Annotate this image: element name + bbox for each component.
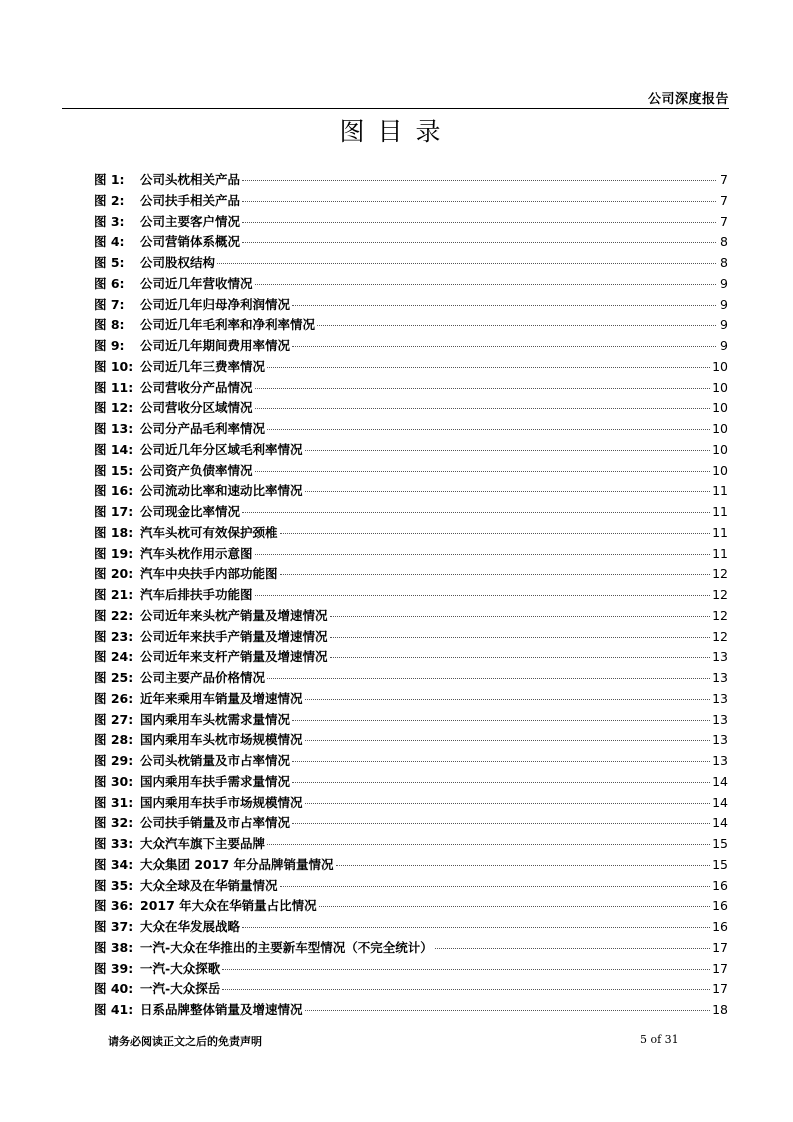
figure-number: 图 11:: [94, 379, 134, 395]
page-number: 7: [720, 213, 728, 229]
toc-entry-label: [94, 834, 265, 855]
dot-leader: [330, 615, 711, 617]
toc-entry[interactable]: [94, 253, 728, 274]
dot-leader: [305, 449, 711, 451]
toc-entry-label: [94, 170, 240, 191]
toc-entry[interactable]: [94, 398, 728, 419]
dot-leader: [305, 802, 711, 804]
dot-leader: [292, 345, 716, 347]
toc-entry-label: [94, 564, 278, 585]
toc-entry[interactable]: [94, 606, 728, 627]
toc-entry[interactable]: [94, 378, 728, 399]
figure-number: 图 24:: [94, 649, 134, 665]
toc-entry[interactable]: [94, 979, 728, 1000]
figure-title: 大众汽车旗下主要品牌: [140, 836, 266, 851]
page-number: 16: [712, 898, 728, 914]
page-number: 14: [712, 773, 728, 789]
page-number: 12: [712, 587, 728, 602]
dot-leader: [255, 283, 716, 285]
figure-title: 大众集团 2017 年分品牌销量情况: [140, 856, 334, 872]
figure-title: 公司近年来支杆产销量及增速情况: [140, 649, 328, 665]
figure-title: 汽车后排扶手功能图: [140, 587, 253, 602]
dot-leader: [267, 366, 710, 368]
header-divider: [62, 108, 729, 109]
toc-entry[interactable]: [94, 689, 728, 710]
toc-entry-label: [94, 730, 303, 751]
toc-entry[interactable]: [94, 793, 728, 814]
page-number: 11: [712, 545, 728, 561]
page-number: 11: [712, 483, 728, 499]
figure-title: 日系品牌整体销量及增速情况: [140, 1002, 303, 1017]
toc-entry[interactable]: [94, 336, 728, 357]
page-number: 8: [720, 255, 728, 270]
dot-leader: [242, 200, 716, 202]
toc-entry-label: [94, 772, 290, 793]
dot-leader: [292, 781, 710, 783]
figure-title: 一汽-大众在华推出的主要新车型情况（不完全统计）: [140, 939, 433, 955]
page-number: 13: [712, 732, 728, 748]
toc-entry-label: [94, 668, 265, 689]
toc-entry-label: [94, 793, 303, 814]
toc-entry[interactable]: [94, 896, 728, 917]
toc-entry[interactable]: [94, 564, 728, 585]
page-number: 12: [712, 607, 728, 623]
dot-leader: [255, 553, 711, 555]
dot-leader: [242, 926, 710, 928]
toc-entry[interactable]: [94, 710, 728, 731]
figure-title: 公司近几年营收情况: [140, 275, 253, 291]
page-number: 18: [712, 1002, 728, 1017]
toc-entry-label: [94, 917, 240, 938]
page-number: 9: [720, 338, 728, 353]
figure-title: 近年来乘用车销量及增速情况: [140, 690, 303, 706]
figure-number: 图 9:: [94, 338, 125, 353]
figure-number: 图 39:: [94, 960, 134, 976]
figure-number: 图 28:: [94, 732, 134, 748]
figure-number: 图 10:: [94, 358, 134, 374]
toc-entry-label: [94, 481, 303, 502]
dot-leader: [255, 594, 711, 596]
page-number: 10: [712, 400, 728, 416]
figure-title: 公司近几年三费率情况: [140, 358, 266, 374]
toc-entry[interactable]: [94, 295, 728, 316]
dot-leader: [280, 885, 711, 887]
figure-title: 公司近几年毛利率和净利率情况: [140, 317, 316, 333]
toc-entry-label: [94, 315, 315, 336]
page-number: 17: [712, 981, 728, 997]
figure-title: 公司营销体系概况: [140, 234, 241, 250]
figure-number: 图 17:: [94, 504, 134, 519]
figure-number: 图 15:: [94, 462, 134, 478]
figure-number: 图 6:: [94, 275, 125, 291]
toc-entry[interactable]: [94, 959, 728, 980]
figure-title: 公司资产负债率情况: [140, 462, 253, 478]
figure-title: 公司主要产品价格情况: [140, 670, 266, 685]
page-number: 13: [712, 670, 728, 685]
page-number: 11: [712, 524, 728, 540]
page-number: 8: [720, 234, 728, 250]
toc-entry[interactable]: [94, 627, 728, 648]
page-number: 9: [720, 317, 728, 333]
figure-number: 图 41:: [94, 1002, 134, 1017]
dot-leader: [435, 947, 710, 949]
dot-leader: [292, 304, 716, 306]
figure-title: 公司主要客户情况: [140, 213, 241, 229]
figure-title: 公司头枕销量及市占率情况: [140, 753, 291, 768]
dot-leader: [305, 1009, 711, 1011]
figure-number: 图 31:: [94, 794, 134, 810]
toc-entry[interactable]: [94, 1000, 728, 1021]
toc-entry-label: [94, 232, 240, 253]
toc-entry[interactable]: [94, 917, 728, 938]
toc-entry-label: [94, 689, 303, 710]
figure-number: 图 27:: [94, 711, 134, 727]
toc-entry[interactable]: [94, 502, 728, 523]
toc-entry-label: [94, 627, 328, 648]
toc-entry[interactable]: [94, 544, 728, 565]
toc-entry[interactable]: [94, 523, 728, 544]
toc-entry[interactable]: [94, 419, 728, 440]
toc-entry-label: [94, 398, 253, 419]
page-number: 15: [712, 836, 728, 851]
figure-number: 图 29:: [94, 753, 134, 768]
dot-leader: [292, 760, 710, 762]
page-number: 10: [712, 379, 728, 395]
toc-entry-label: [94, 212, 240, 233]
dot-leader: [217, 262, 716, 264]
figure-number: 图 20:: [94, 566, 134, 582]
dot-leader: [305, 490, 711, 492]
page-number: 7: [720, 192, 728, 208]
figure-number: 图 26:: [94, 690, 134, 706]
figure-number: 图 38:: [94, 939, 134, 955]
page-number: 17: [712, 960, 728, 976]
toc-entry-label: [94, 585, 253, 606]
toc-entry-label: [94, 896, 317, 917]
toc-entry[interactable]: [94, 232, 728, 253]
page-number: 12: [712, 628, 728, 644]
toc-entry[interactable]: [94, 481, 728, 502]
toc-entry-label: [94, 855, 334, 876]
figure-title: 2017 年大众在华销量占比情况: [140, 898, 317, 914]
page-number: 7: [720, 172, 728, 187]
figure-title: 一汽-大众探岳: [140, 981, 221, 997]
toc-entry[interactable]: [94, 585, 728, 606]
dot-leader: [317, 324, 716, 326]
dot-leader: [242, 179, 716, 181]
toc-entry-label: [94, 938, 433, 959]
figure-title: 国内乘用车扶手市场规模情况: [140, 794, 303, 810]
figure-title: 公司近年来扶手产销量及增速情况: [140, 628, 328, 644]
toc-entry-label: [94, 876, 278, 897]
figure-title: 公司营收分产品情况: [140, 379, 253, 395]
dot-leader: [330, 636, 711, 638]
dot-leader: [330, 656, 711, 658]
figure-number: 图 13:: [94, 421, 134, 436]
figure-number: 图 37:: [94, 919, 134, 934]
dot-leader: [242, 241, 716, 243]
figure-number: 图 40:: [94, 981, 134, 997]
toc-entry[interactable]: [94, 461, 728, 482]
toc-entry-label: [94, 544, 253, 565]
toc-entry[interactable]: [94, 772, 728, 793]
figure-title: 国内乘用车扶手需求量情况: [140, 773, 291, 789]
dot-leader: [242, 221, 716, 223]
figure-number: 图 3:: [94, 213, 125, 229]
toc-entry-label: [94, 295, 290, 316]
toc-entry-label: [94, 813, 290, 834]
page-number: 10: [712, 462, 728, 478]
figure-title: 公司现金比率情况: [140, 504, 241, 519]
dot-leader: [305, 739, 711, 741]
toc-entry[interactable]: [94, 357, 728, 378]
page-number: 13: [712, 649, 728, 665]
figure-number: 图 14:: [94, 441, 134, 457]
page-number: 10: [712, 441, 728, 457]
toc-entry[interactable]: [94, 938, 728, 959]
figure-title: 公司近几年归母净利润情况: [140, 296, 291, 312]
figure-number: 图 35:: [94, 877, 134, 893]
toc-entry[interactable]: [94, 315, 728, 336]
toc-entry-label: [94, 751, 290, 772]
figure-title: 大众在华发展战略: [140, 919, 241, 934]
figure-number: 图 2:: [94, 192, 125, 208]
dot-leader: [292, 822, 710, 824]
dot-leader: [267, 843, 710, 845]
page-number: 10: [712, 358, 728, 374]
toc-entry[interactable]: [94, 855, 728, 876]
figure-title: 国内乘用车头枕需求量情况: [140, 711, 291, 727]
figure-title: 公司流动比率和速动比率情况: [140, 483, 303, 499]
figure-number: 图 12:: [94, 400, 134, 416]
toc-entry-label: [94, 959, 220, 980]
figure-number: 图 16:: [94, 483, 134, 499]
toc-entry-label: [94, 357, 265, 378]
toc-entry-label: [94, 979, 220, 1000]
toc-entry-label: [94, 1000, 303, 1021]
toc-entry[interactable]: [94, 212, 728, 233]
page-number: 16: [712, 919, 728, 934]
page-number: 9: [720, 275, 728, 291]
toc-entry[interactable]: [94, 668, 728, 689]
figure-number: 图 32:: [94, 815, 134, 831]
dot-leader: [242, 511, 710, 513]
figure-number: 图 8:: [94, 317, 125, 333]
toc-entry[interactable]: [94, 191, 728, 212]
toc-entry-label: [94, 191, 240, 212]
page-number: 11: [712, 504, 728, 519]
toc-entry-label: [94, 419, 265, 440]
figure-title: 公司股权结构: [140, 255, 216, 270]
toc-entry[interactable]: [94, 274, 728, 295]
figure-title: 公司扶手相关产品: [140, 192, 241, 208]
toc-entry-label: [94, 523, 278, 544]
page-number: 13: [712, 690, 728, 706]
figure-number: 图 19:: [94, 545, 134, 561]
toc-entry[interactable]: [94, 751, 728, 772]
figure-title: 公司分产品毛利率情况: [140, 421, 266, 436]
toc-entry-label: [94, 336, 290, 357]
dot-leader: [305, 698, 711, 700]
figure-number: 图 23:: [94, 628, 134, 644]
figure-title: 大众全球及在华销量情况: [140, 877, 278, 893]
page-number: 13: [712, 753, 728, 768]
figure-title: 公司近年来头枕产销量及增速情况: [140, 607, 328, 623]
page-title: 图目录: [339, 117, 454, 146]
dot-leader: [222, 968, 710, 970]
figure-number: 图 33:: [94, 836, 134, 851]
page-number: 16: [712, 877, 728, 893]
toc-entry-label: [94, 606, 328, 627]
figure-number: 图 7:: [94, 296, 125, 312]
figure-number: 图 30:: [94, 773, 134, 789]
page-number: 14: [712, 815, 728, 831]
figure-title: 汽车头枕可有效保护颈椎: [140, 524, 278, 540]
toc-entry-label: [94, 378, 253, 399]
figure-number: 图 34:: [94, 856, 134, 872]
toc-entry[interactable]: [94, 170, 728, 191]
toc-entry-label: [94, 502, 240, 523]
toc-entry[interactable]: [94, 647, 728, 668]
toc-entry-label: [94, 440, 303, 461]
figure-number: 图 21:: [94, 587, 134, 602]
figure-title: 公司头枕相关产品: [140, 172, 241, 187]
figure-number: 图 4:: [94, 234, 125, 250]
dot-leader: [267, 677, 710, 679]
figure-title: 汽车头枕作用示意图: [140, 545, 253, 561]
toc-entry[interactable]: [94, 813, 728, 834]
dot-leader: [267, 428, 710, 430]
dot-leader: [255, 470, 711, 472]
toc-entry-label: [94, 647, 328, 668]
page-number: 14: [712, 794, 728, 810]
dot-leader: [319, 905, 710, 907]
toc-entry-label: [94, 253, 215, 274]
toc-entry[interactable]: [94, 876, 728, 897]
figure-number: 图 18:: [94, 524, 134, 540]
toc-entry[interactable]: [94, 440, 728, 461]
dot-leader: [222, 988, 710, 990]
dot-leader: [255, 407, 711, 409]
figure-number: 图 25:: [94, 670, 134, 685]
page-number: 9: [720, 296, 728, 312]
toc-entry-label: [94, 461, 253, 482]
figure-title: 公司近几年分区域毛利率情况: [140, 441, 303, 457]
toc-entry[interactable]: [94, 730, 728, 751]
page-indicator: 5 of 31: [640, 1033, 679, 1046]
disclaimer-note: 请务必阅读正文之后的免责声明: [108, 1035, 262, 1048]
figure-list: [94, 170, 728, 1021]
dot-leader: [255, 387, 711, 389]
figure-title: 国内乘用车头枕市场规模情况: [140, 732, 303, 748]
figure-title: 公司扶手销量及市占率情况: [140, 815, 291, 831]
figure-number: 图 22:: [94, 607, 134, 623]
page-number: 15: [712, 856, 728, 872]
dot-leader: [292, 719, 710, 721]
dot-leader: [280, 532, 711, 534]
report-type-label: 公司深度报告: [647, 92, 729, 107]
figure-number: 图 5:: [94, 255, 125, 270]
page-number: 12: [712, 566, 728, 582]
page-number: 13: [712, 711, 728, 727]
figure-title: 公司近几年期间费用率情况: [140, 338, 291, 353]
figure-number: 图 1:: [94, 172, 125, 187]
toc-entry-label: [94, 710, 290, 731]
page-number: 17: [712, 939, 728, 955]
toc-entry-label: [94, 274, 253, 295]
figure-title: 公司营收分区域情况: [140, 400, 253, 416]
figure-title: 汽车中央扶手内部功能图: [140, 566, 278, 582]
toc-entry[interactable]: [94, 834, 728, 855]
figure-title: 一汽-大众探歌: [140, 960, 221, 976]
dot-leader: [280, 573, 711, 575]
dot-leader: [336, 864, 711, 866]
figure-number: 图 36:: [94, 898, 134, 914]
page-number: 10: [712, 421, 728, 436]
